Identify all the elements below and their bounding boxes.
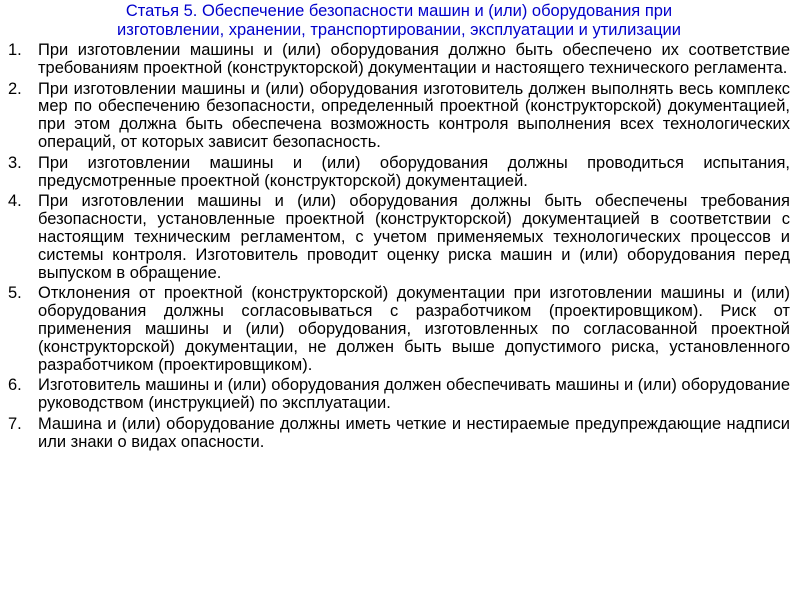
list-item: [8, 193, 790, 282]
item-number: 6.: [8, 376, 22, 395]
item-number: 1.: [8, 41, 22, 59]
list-item: [8, 81, 790, 152]
item-text: Изготовитель машины и (или) оборудования должен обеспечивать машины и (или) оборудование руководством (инструкцией) по эксплуатации.: [38, 376, 790, 413]
list-item: [8, 377, 790, 413]
list-item: [8, 155, 790, 191]
article-items-list: [8, 42, 790, 452]
item-text: Отклонения от проектной (конструкторской) документации при изготовлении машины и (или) оборудования должны согласовываться с разработчиком (проектировщиком). Риск от применения машины и (или) оборудования, изготовленных по согласованной проектной (конструкторской) документации, не должен быть выше допустимого риска, установленного разработчиком (проектировщиком).: [38, 284, 790, 374]
article-title-line-2: изготовлении, хранении, транспортировании, эксплуатации и утилизации: [117, 21, 681, 39]
item-text: При изготовлении машины и (или) оборудования должно быть обеспечено их соответствие требованиям проектной (конструкторской) документации и настоящего технического регламента.: [38, 41, 790, 77]
list-item: [8, 285, 790, 374]
item-text: При изготовлении машины и (или) оборудования должны быть обеспечены требования безопасности, установленные проектной (конструкторской) документацией в соответствии с настоящим техническим регламентом, с учетом применяемых технологических процессов и системы контроля. Изготовитель проводит оценку риска машин и (или) оборудования перед выпуском в обращение.: [38, 192, 790, 282]
article-title-line-1: Статья 5. Обеспечение безопасности машин и (или) оборудования при: [125, 2, 673, 20]
item-number: 5.: [8, 284, 22, 303]
item-number: 2.: [8, 79, 22, 98]
item-number: 4.: [8, 192, 22, 211]
list-item: [8, 42, 790, 78]
item-number: 3.: [8, 153, 22, 172]
item-text: При изготовлении машины и (или) оборудования изготовитель должен выполнять весь комплекс мер по обеспечению безопасности, определенный проектной (конструкторской) документацией, при этом должна быть обеспечена возможность контроля выполнения всех технологических операций, от которых зависит безопасность.: [38, 79, 790, 151]
item-number: 7.: [8, 414, 22, 433]
article-title: [8, 2, 790, 40]
list-item: [8, 416, 790, 452]
item-text: При изготовлении машины и (или) оборудования должны проводиться испытания, предусмотренные проектной (конструкторской) документацией.: [38, 153, 790, 190]
item-text: Машина и (или) оборудование должны иметь четкие и нестираемые предупреждающие надписи или знаки о видах опасности.: [38, 414, 790, 451]
